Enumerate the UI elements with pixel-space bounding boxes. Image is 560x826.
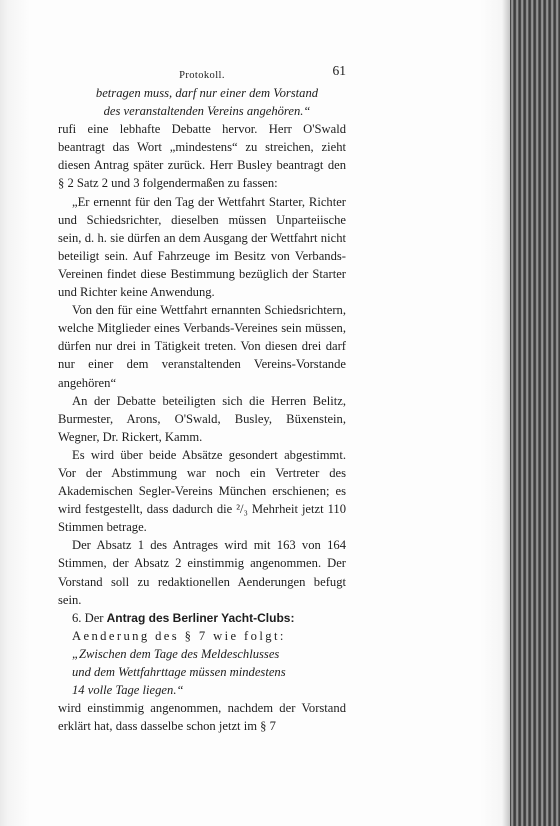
page-text-block [58, 62, 346, 735]
quote-continuation-line-1: betragen muss, darf nur einer dem Vorstand [95, 86, 319, 100]
page-number: 61 [332, 63, 346, 78]
item-6-title: Antrag des Berliner Yacht-Clubs: [106, 610, 295, 625]
amendment-quote-line-1: „Zwischen dem Tage des Meldeschlusses [72, 646, 280, 661]
paragraph-amendment-heading: Aenderung des § 7 wie folgt: [72, 628, 286, 643]
paragraph-debate-opening: rufi eine lebhafte Debatte hervor. Herr O'Swald beantragt das Wort „mindestens“ zu streichen, zieht diesen Antrag später zurück. Herr Busley beantragt den § 2 Satz 2 und 3 folgendermaßen zu fassen: [58, 122, 346, 191]
book-page-edges [510, 0, 560, 826]
paragraph-vote-result: Der Absatz 1 des Antrages wird mit 163 von 164 Stimmen, der Absatz 2 einstimmig angenommen. Der Vorstand soll zu redaktionellen Aenderungen befugt sein. [58, 538, 346, 607]
paragraph-item-6 [58, 609, 346, 627]
amendment-quote-line-2: und dem Wettfahrttage müssen mindestens [72, 665, 286, 679]
page-gutter-shadow [502, 0, 510, 826]
page-header [58, 62, 346, 84]
paragraph-arbitrators: Von den für eine Wettfahrt ernannten Schiedsrichtern, welche Mitglieder eines Verbands-Vereines sein müssen, dürfen nur drei in Tätigkeit treten. Von diesen drei darf nur einer dem veranstaltenden Vereins-Vorstande angehören“ [58, 303, 346, 390]
paragraph-adoption: wird einstimmig angenommen, nachdem der Vorstand erklärt hat, dass dasselbe schon jetzt im § 7 [58, 701, 346, 734]
amendment-quote-line-3: 14 volle Tage liegen.“ [72, 683, 184, 698]
item-6-prefix: 6. Der [72, 610, 104, 625]
paragraph-debate-participants: An der Debatte beteiligten sich die Herren Belitz, Burmester, Arons, O'Swald, Busley, Büxenstein, Wegner, Dr. Rickert, Kamm. [58, 393, 346, 444]
amendment-quote [58, 645, 346, 699]
paragraph-vote-procedure: Es wird über beide Absätze gesondert abgestimmt. Vor der Abstimmung war noch ein Vertreter des Akademischen Segler-Vereins München erschienen; es wird festgestellt, dass dadurch die ²/₃ Mehrheit jetzt 110 Stimmen betrage. [58, 447, 346, 535]
running-head: Protokoll. [179, 70, 225, 81]
quote-continuation-line-2: des veranstaltenden Vereins angehören.“ [103, 104, 311, 119]
paragraph-proposal-quote: „Er ernennt für den Tag der Wettfahrt Starter, Richter und Schiedsrichter, dieselben müssen Unparteiische sein, d. h. sie dürfen an dem Ausgang der Wettfahrt nicht beteiligt sein. Auf Fahrzeuge im Besitz von Verbands-Vereinen findet diese Bestimmung bezüglich der Starter und Richter keine Anwendung. [58, 194, 346, 300]
